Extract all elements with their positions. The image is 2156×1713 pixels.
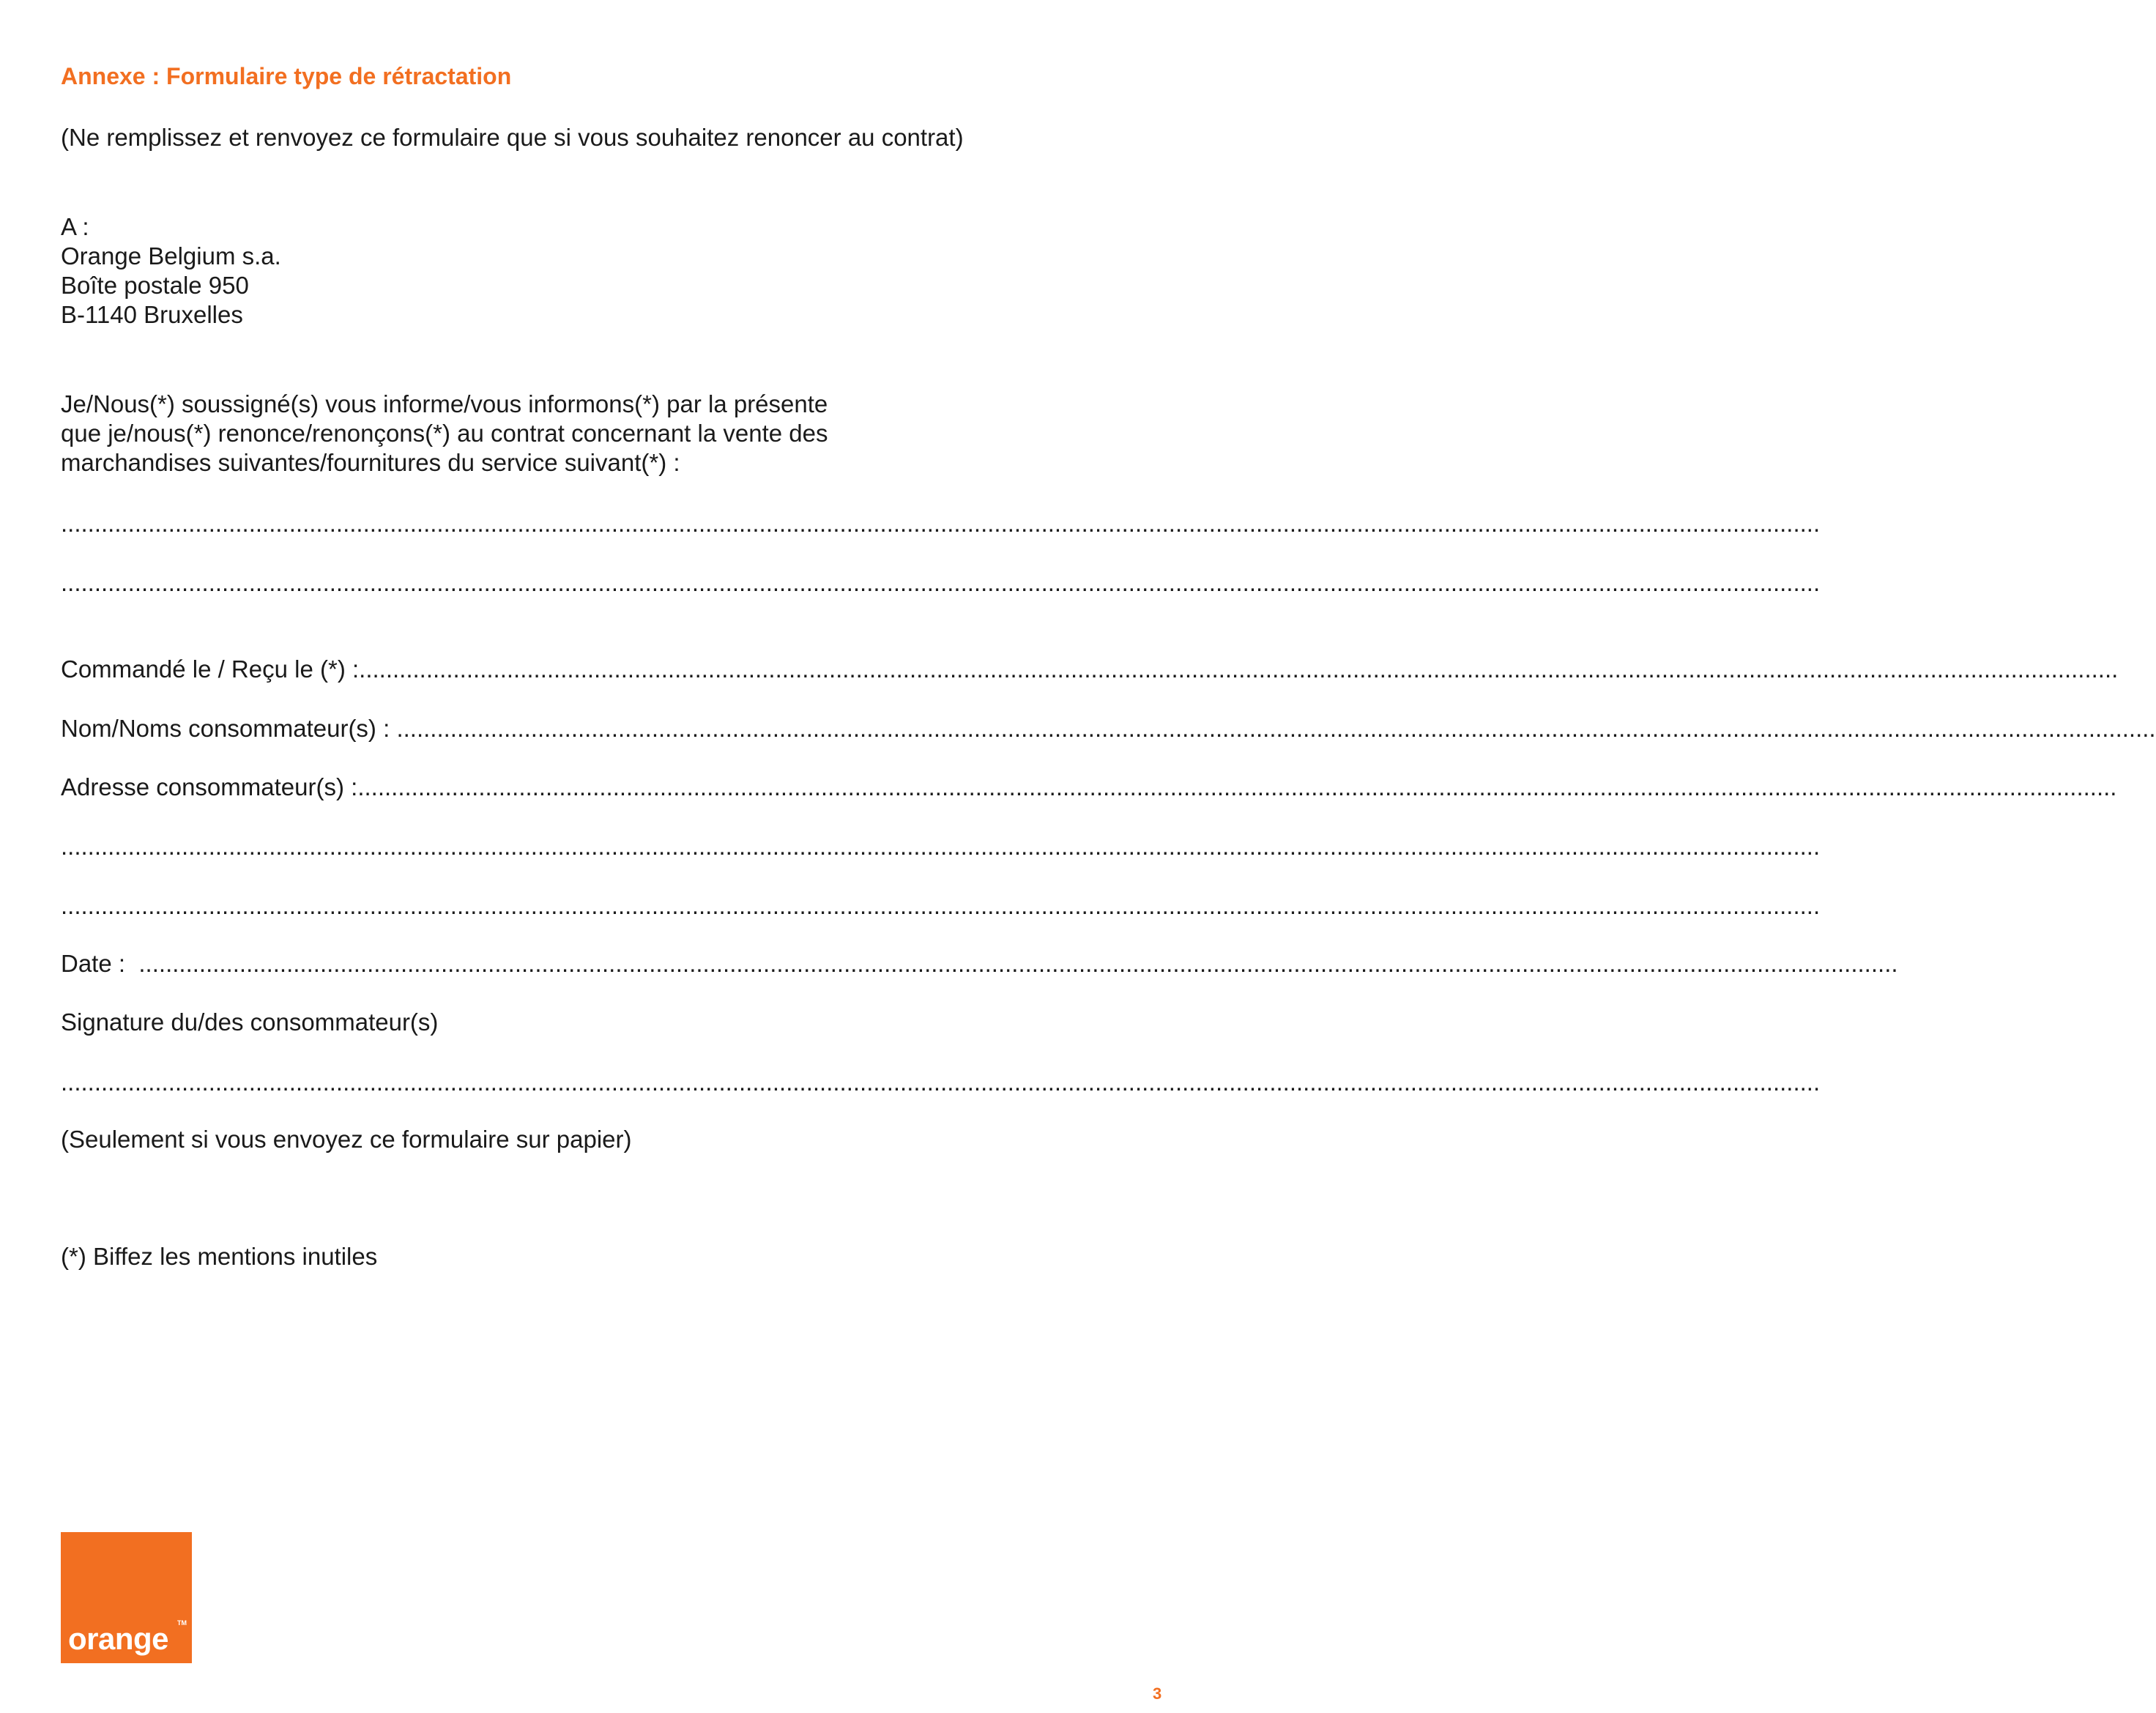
orange-logo bbox=[61, 1532, 192, 1663]
dotted-line: ...................................................................................................................................................................................................................................................................... bbox=[61, 833, 1821, 860]
statement-line: Je/Nous(*) soussigné(s) vous informe/vous informons(*) par la présente bbox=[61, 390, 828, 417]
consumer-names-label: Nom/Noms consommateur(s) : bbox=[61, 715, 397, 742]
footnote: (*) Biffez les mentions inutiles bbox=[61, 1243, 378, 1270]
dotted-line: ...................................................................................................................................................................................................................................................................... bbox=[396, 715, 2156, 742]
paper-note: (Seulement si vous envoyez ce formulaire sur papier) bbox=[61, 1126, 632, 1153]
dotted-line: ...................................................................................................................................................................................................................................................................... bbox=[357, 773, 2117, 800]
consumer-names-field[interactable] bbox=[61, 714, 2156, 743]
signature-label: Signature du/des consommateur(s) bbox=[61, 1008, 439, 1036]
statement-line: que je/nous(*) renonce/renonçons(*) au contrat concernant la vente des bbox=[61, 420, 828, 447]
dotted-line: ...................................................................................................................................................................................................................................................................... bbox=[138, 950, 1898, 977]
consumer-address-fill-line[interactable] bbox=[61, 832, 1821, 861]
goods-fill-line[interactable] bbox=[61, 509, 1821, 538]
consumer-address-field[interactable] bbox=[61, 773, 2117, 802]
date-label: Date : bbox=[61, 950, 139, 977]
logo-wordmark: orange bbox=[68, 1621, 169, 1656]
dotted-line: ...................................................................................................................................................................................................................................................................... bbox=[61, 892, 1821, 919]
ordered-received-label: Commandé le / Reçu le (*) : bbox=[61, 655, 360, 683]
consumer-address-fill-line[interactable] bbox=[61, 891, 1821, 921]
statement-line: marchandises suivantes/fournitures du service suivant(*) : bbox=[61, 449, 680, 476]
recipient-label: A : bbox=[61, 213, 89, 240]
dotted-line: ...................................................................................................................................................................................................................................................................... bbox=[61, 1069, 1821, 1096]
address-line: B-1140 Bruxelles bbox=[61, 301, 243, 328]
form-title: Annexe : Formulaire type de rétractation bbox=[61, 63, 512, 89]
goods-fill-line[interactable] bbox=[61, 568, 1821, 598]
signature-fill-line[interactable] bbox=[61, 1068, 1821, 1097]
logo-trademark: TM bbox=[177, 1619, 187, 1627]
page-number: 3 bbox=[1153, 1684, 1162, 1703]
address-line: Boîte postale 950 bbox=[61, 272, 249, 299]
dotted-line: ...................................................................................................................................................................................................................................................................... bbox=[359, 655, 2119, 683]
ordered-received-field[interactable] bbox=[61, 655, 2119, 684]
consumer-address-label: Adresse consommateur(s) : bbox=[61, 773, 358, 800]
recipient-address bbox=[61, 212, 281, 330]
address-line: Orange Belgium s.a. bbox=[61, 242, 281, 270]
form-intro: (Ne remplissez et renvoyez ce formulaire que si vous souhaitez renoncer au contrat) bbox=[61, 124, 964, 151]
dotted-line: ...................................................................................................................................................................................................................................................................... bbox=[61, 510, 1821, 537]
date-field[interactable] bbox=[61, 949, 1898, 978]
dotted-line: ...................................................................................................................................................................................................................................................................... bbox=[61, 569, 1821, 596]
